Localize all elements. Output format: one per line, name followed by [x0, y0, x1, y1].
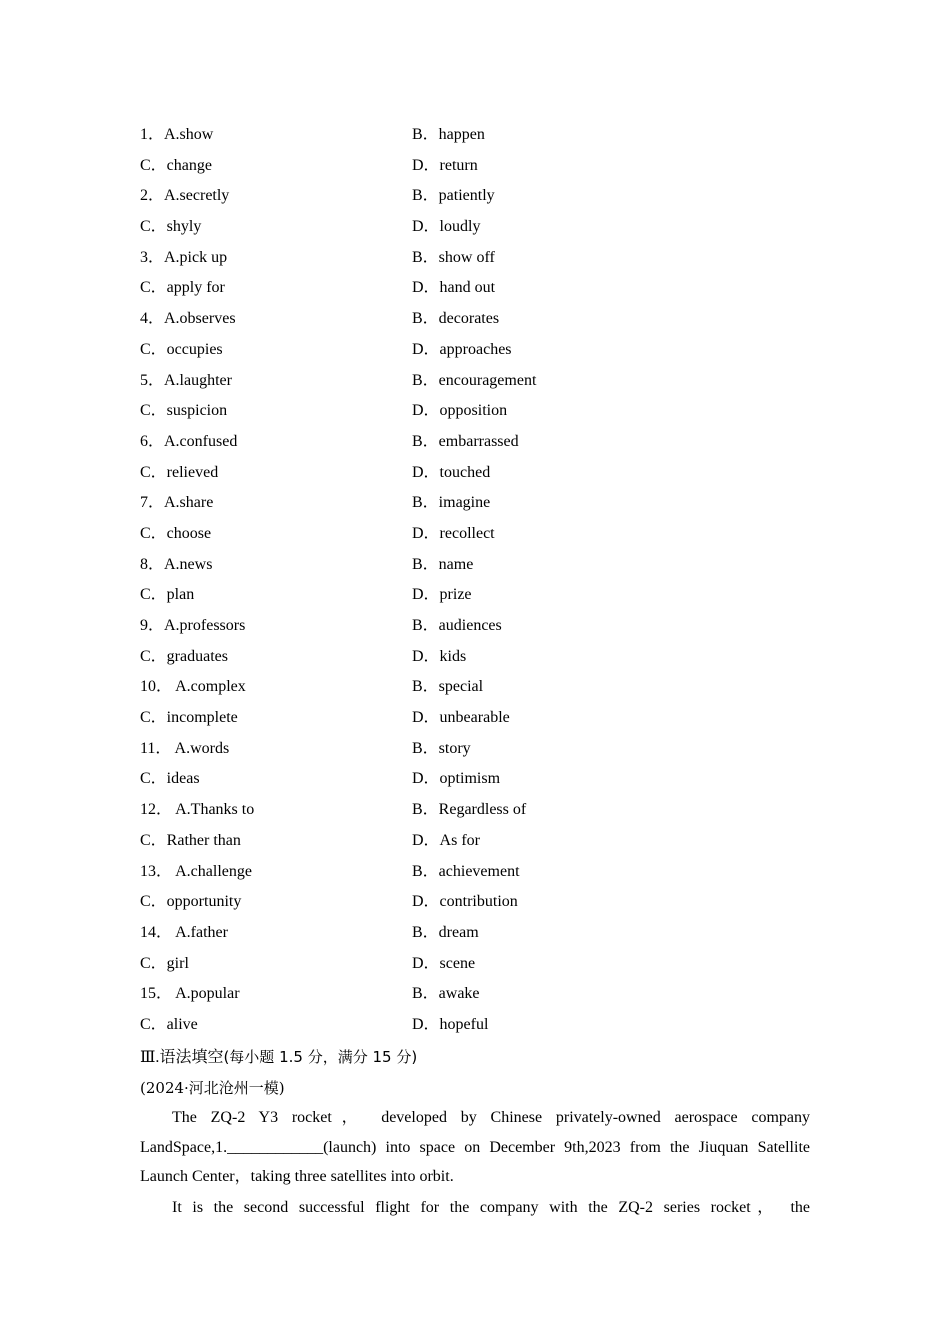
option-right: D．optimism: [412, 770, 501, 788]
option-left: C．girl: [140, 954, 189, 972]
section-title: 语法填空: [159, 1047, 224, 1066]
option-right: B．special: [412, 678, 484, 696]
passage-paragraph-1: The ZQ-2 Y3 rocket， developed by Chinese privately-owned aerospace company LandSpace,1.____________(launch) into space on December 9th,2023 from the Jiuquan Satellite Launch Center，taking three satellites into orbit.: [140, 1109, 811, 1185]
option-row: [140, 488, 810, 519]
option-left: C．change: [140, 156, 212, 174]
option-left: C．Rather than: [140, 831, 241, 849]
option-left: 1．A.show: [140, 126, 214, 143]
option-row: [140, 734, 810, 765]
option-right: B．imagine: [412, 494, 491, 512]
option-right: B．Regardless of: [412, 801, 527, 819]
option-row: [140, 764, 810, 795]
option-row: [140, 918, 810, 949]
option-right: D．hand out: [412, 279, 496, 297]
option-row: [140, 243, 810, 274]
option-row: [140, 519, 810, 550]
option-left: 2．A.secretly: [140, 187, 230, 205]
option-row: [140, 887, 810, 918]
option-row: [140, 427, 810, 458]
option-right: D．touched: [412, 463, 491, 481]
option-left: C．opportunity: [140, 893, 242, 911]
section-number: Ⅲ.: [140, 1049, 160, 1066]
option-row: [140, 826, 810, 857]
option-right: D．opposition: [412, 402, 508, 420]
option-right: B．encouragement: [412, 371, 537, 389]
option-right: D．hopeful: [412, 1015, 489, 1033]
option-row: [140, 857, 810, 888]
options-list: [140, 120, 810, 1041]
passage-source: [140, 1073, 810, 1104]
grammar-passage: [140, 1103, 810, 1223]
section-scoring-note: (每小题 1.5 分，满分 15 分): [223, 1048, 418, 1066]
option-left: C．suspicion: [140, 402, 228, 420]
option-right: B．story: [412, 739, 471, 757]
option-row: [140, 335, 810, 366]
option-right: D．approaches: [412, 340, 512, 358]
option-right: D．unbearable: [412, 709, 510, 727]
option-row: [140, 120, 810, 151]
option-right: B．audiences: [412, 617, 502, 634]
option-left: 9．A.professors: [140, 617, 246, 634]
option-left: C．ideas: [140, 770, 200, 788]
option-right: B．achievement: [412, 862, 520, 880]
option-row: [140, 304, 810, 335]
option-row: [140, 703, 810, 734]
option-left: 13． A.challenge: [140, 862, 252, 880]
option-left: 14． A.father: [140, 923, 228, 941]
option-right: B．dream: [412, 923, 479, 941]
option-left: 11． A.words: [140, 739, 230, 757]
option-row: [140, 611, 810, 642]
option-row: [140, 366, 810, 397]
option-left: C．apply for: [140, 279, 225, 297]
option-row: [140, 979, 810, 1010]
option-row: [140, 550, 810, 581]
option-row: [140, 642, 810, 673]
option-right: D．loudly: [412, 218, 481, 236]
option-left: 5．A.laughter: [140, 371, 232, 389]
option-row: [140, 151, 810, 182]
option-right: D．prize: [412, 586, 472, 604]
option-left: C．relieved: [140, 463, 219, 481]
option-row: [140, 273, 810, 304]
option-left: C．graduates: [140, 647, 228, 665]
option-right: D．contribution: [412, 893, 518, 911]
option-row: [140, 1010, 810, 1041]
option-left: C．incomplete: [140, 709, 238, 727]
option-left: C．alive: [140, 1015, 198, 1033]
option-row: [140, 181, 810, 212]
option-right: B．name: [412, 555, 474, 573]
option-left: C．shyly: [140, 218, 202, 236]
option-left: 8．A.news: [140, 555, 213, 573]
option-row: [140, 580, 810, 611]
option-right: D．recollect: [412, 524, 495, 542]
option-right: B．embarrassed: [412, 432, 519, 450]
section-heading: [140, 1042, 810, 1073]
option-row: [140, 212, 810, 243]
source-text: (2024·河北沧州一模): [140, 1079, 285, 1097]
option-left: 12． A.Thanks to: [140, 801, 255, 819]
option-left: C．occupies: [140, 340, 223, 358]
option-left: C．choose: [140, 524, 212, 542]
option-right: B．decorates: [412, 310, 500, 328]
passage-paragraph-2: It is the second successful flight for the company with the ZQ-2 series rocket， the: [172, 1198, 810, 1216]
option-left: 15． A.popular: [140, 985, 240, 1003]
option-left: C．plan: [140, 586, 195, 604]
option-right: D．scene: [412, 954, 476, 972]
option-left: 6．A.confused: [140, 432, 238, 450]
option-left: 3．A.pick up: [140, 248, 228, 266]
option-left: 10． A.complex: [140, 678, 246, 696]
option-row: [140, 396, 810, 427]
option-left: 7．A.share: [140, 494, 214, 512]
option-row: [140, 672, 810, 703]
option-right: B．happen: [412, 126, 485, 143]
option-row: [140, 795, 810, 826]
option-row: [140, 949, 810, 980]
option-right: B．awake: [412, 985, 480, 1003]
option-row: [140, 458, 810, 489]
option-right: D．return: [412, 156, 478, 174]
option-right: D．As for: [412, 831, 480, 849]
option-left: 4．A.observes: [140, 310, 236, 328]
option-right: D．kids: [412, 647, 467, 665]
option-right: B．patiently: [412, 187, 495, 205]
option-right: B．show off: [412, 248, 495, 266]
